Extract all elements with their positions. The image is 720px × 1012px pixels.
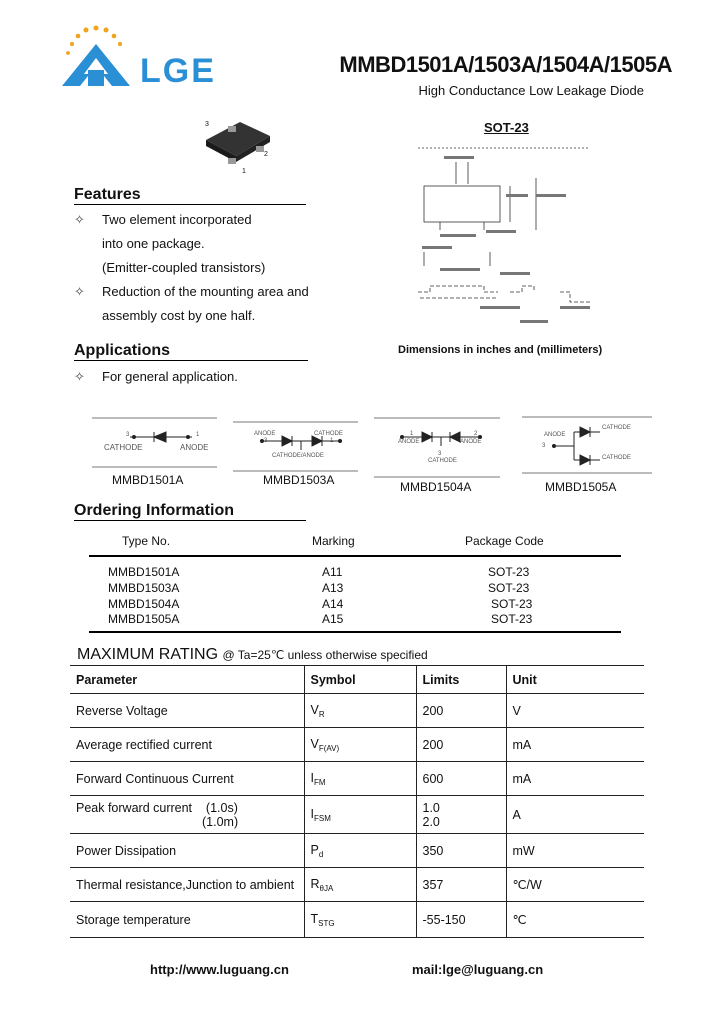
- sot23-package-image: [198, 112, 278, 176]
- feature-text: Two element incorporated: [102, 212, 252, 227]
- ordering-cell: MMBD1503A: [108, 581, 180, 595]
- circuit-label: ANODE: [254, 431, 276, 437]
- unit-cell: ℃/W: [506, 868, 644, 902]
- param-cell: Forward Continuous Current: [70, 762, 304, 796]
- circuit-divider: [92, 417, 217, 419]
- symbol-cell: $I_{FSM}$: [304, 796, 416, 834]
- unit-cell: mA: [506, 728, 644, 762]
- max-rating-table: [70, 665, 644, 938]
- limit-cell: -55-150: [416, 902, 506, 938]
- symbol-cell: $V_R$: [304, 694, 416, 728]
- circuit-name: MMBD1505A: [545, 480, 617, 494]
- circuit-name: MMBD1501A: [112, 473, 184, 487]
- ordering-rule: [89, 555, 621, 557]
- table-row: [70, 728, 644, 762]
- ordering-cell: SOT-23: [488, 581, 530, 595]
- circuit-divider: [233, 421, 358, 423]
- ordering-col-type: Type No.: [122, 534, 171, 548]
- bullet-icon: ✧: [74, 212, 85, 227]
- ordering-rule: [89, 631, 621, 633]
- param-cell: Peak forward current (1.0s) (1.0m): [70, 796, 304, 834]
- col-unit: Unit: [506, 666, 644, 694]
- circuit-label: CATHODE/ANODE: [272, 453, 324, 459]
- pin-label-2: 2: [264, 151, 268, 158]
- col-symbol: Symbol: [304, 666, 416, 694]
- circuit-divider: [374, 417, 500, 419]
- feature-text: into one package.: [102, 236, 205, 251]
- param-cell: Power Dissipation: [70, 834, 304, 868]
- circuit-label: CATHODE: [104, 443, 143, 452]
- ordering-cell: A13: [322, 581, 344, 595]
- ordering-cell: A15: [322, 612, 344, 626]
- table-row: [70, 796, 644, 834]
- circuit-divider: [522, 416, 652, 418]
- symbol-cell: $V_{F(AV)}$: [304, 728, 416, 762]
- ordering-heading: Ordering Information: [74, 502, 306, 521]
- unit-cell: mA: [506, 762, 644, 796]
- limit-cell: 350: [416, 834, 506, 868]
- max-rating-title: [77, 646, 428, 664]
- applications-heading: Applications: [74, 342, 308, 361]
- limit-cell: 357: [416, 868, 506, 902]
- circuit-name: MMBD1503A: [263, 473, 335, 487]
- unit-cell: A: [506, 796, 644, 834]
- param-cell: Thermal resistance,Junction to ambient: [70, 868, 304, 902]
- features-heading: Features: [74, 186, 306, 205]
- ordering-cell: A14: [322, 597, 344, 611]
- diode-symbol-1503a: [256, 434, 346, 454]
- circuit-divider: [92, 466, 217, 468]
- application-item: [74, 369, 88, 385]
- circuit-label: ANODE: [544, 432, 566, 438]
- table-row: [70, 902, 644, 938]
- ordering-col-marking: Marking: [312, 534, 355, 548]
- circuit-label: 2: [474, 431, 478, 437]
- symbol-cell: $R_{\theta JA}$: [304, 868, 416, 902]
- ordering-col-package: Package Code: [465, 534, 544, 548]
- circuit-label: CATHODE: [314, 431, 343, 437]
- table-header-row: [70, 666, 644, 694]
- ordering-cell: MMBD1505A: [108, 612, 180, 626]
- unit-cell: V: [506, 694, 644, 728]
- unit-cell: ℃: [506, 902, 644, 938]
- application-text: For general application.: [102, 369, 238, 384]
- circuit-label: 1: [196, 432, 200, 438]
- circuit-label: 1: [330, 438, 334, 444]
- limit-cell: 200: [416, 728, 506, 762]
- param-cell: Storage temperature: [70, 902, 304, 938]
- pin-label-1: 1: [242, 168, 246, 175]
- table-row: [70, 868, 644, 902]
- param-cell: Reverse Voltage: [70, 694, 304, 728]
- col-limits: Limits: [416, 666, 506, 694]
- bullet-icon: ✧: [74, 369, 85, 384]
- circuit-divider: [233, 470, 358, 472]
- dimension-caption: Dimensions in inches and (millimeters): [398, 344, 603, 356]
- feature-item: [74, 212, 88, 228]
- table-row: [70, 834, 644, 868]
- max-rating-condition: @ Ta=25℃ unless otherwise specified: [222, 648, 428, 662]
- symbol-cell: $T_{STG}$: [304, 902, 416, 938]
- website-link[interactable]: http://www.luguang.cn: [150, 962, 289, 977]
- circuit-label: 3: [542, 443, 546, 449]
- max-rating-heading: MAXIMUM RATING: [77, 646, 219, 663]
- ordering-cell: SOT-23: [491, 597, 533, 611]
- ordering-cell: MMBD1501A: [108, 565, 180, 579]
- logo-text: LGE: [140, 52, 216, 90]
- circuit-label: CATHODE: [428, 458, 457, 464]
- circuit-label: ANODE: [398, 439, 420, 445]
- circuit-label: ANODE: [180, 443, 209, 452]
- page-subtitle: High Conductance Low Leakage Diode: [418, 83, 644, 98]
- feature-text: (Emitter-coupled transistors): [102, 260, 266, 275]
- circuit-divider: [522, 472, 652, 474]
- circuit-label: 3: [438, 451, 442, 457]
- ordering-cell: A11: [322, 565, 343, 579]
- symbol-cell: $P_d$: [304, 834, 416, 868]
- ordering-cell: SOT-23: [491, 612, 533, 626]
- limit-cell: 600: [416, 762, 506, 796]
- limit-cell: 1.0 2.0: [416, 796, 506, 834]
- limit-cell: 200: [416, 694, 506, 728]
- lge-logo-icon: [58, 22, 138, 90]
- circuit-label: 3: [264, 438, 268, 444]
- feature-text: assembly cost by one half.: [102, 308, 256, 323]
- circuit-label: CATHODE: [602, 425, 631, 431]
- symbol-cell: $I_{FM}$: [304, 762, 416, 796]
- table-row: [70, 694, 644, 728]
- email-link[interactable]: mail:lge@luguang.cn: [412, 962, 544, 977]
- circuit-divider: [374, 476, 500, 478]
- diode-symbol-1501a: [126, 430, 196, 444]
- ordering-cell: SOT-23: [488, 565, 530, 579]
- circuit-label: 3: [126, 432, 130, 438]
- table-row: [70, 762, 644, 796]
- circuit-name: MMBD1504A: [400, 480, 472, 494]
- bullet-icon: ✧: [74, 284, 85, 299]
- circuit-label: 1: [410, 431, 414, 437]
- ordering-cell: MMBD1504A: [108, 597, 180, 611]
- package-title: SOT-23: [484, 120, 529, 135]
- dimension-drawing: [410, 142, 600, 332]
- page-title: MMBD1501A/1503A/1504A/1505A: [339, 52, 672, 77]
- feature-text: Reduction of the mounting area and: [102, 284, 309, 299]
- circuit-label: ANODE: [460, 439, 482, 445]
- circuit-label: CATHODE: [602, 455, 631, 461]
- col-parameter: Parameter: [70, 666, 304, 694]
- feature-item: [74, 284, 88, 300]
- unit-cell: mW: [506, 834, 644, 868]
- pin-label-3: 3: [205, 121, 209, 128]
- param-cell: Average rectified current: [70, 728, 304, 762]
